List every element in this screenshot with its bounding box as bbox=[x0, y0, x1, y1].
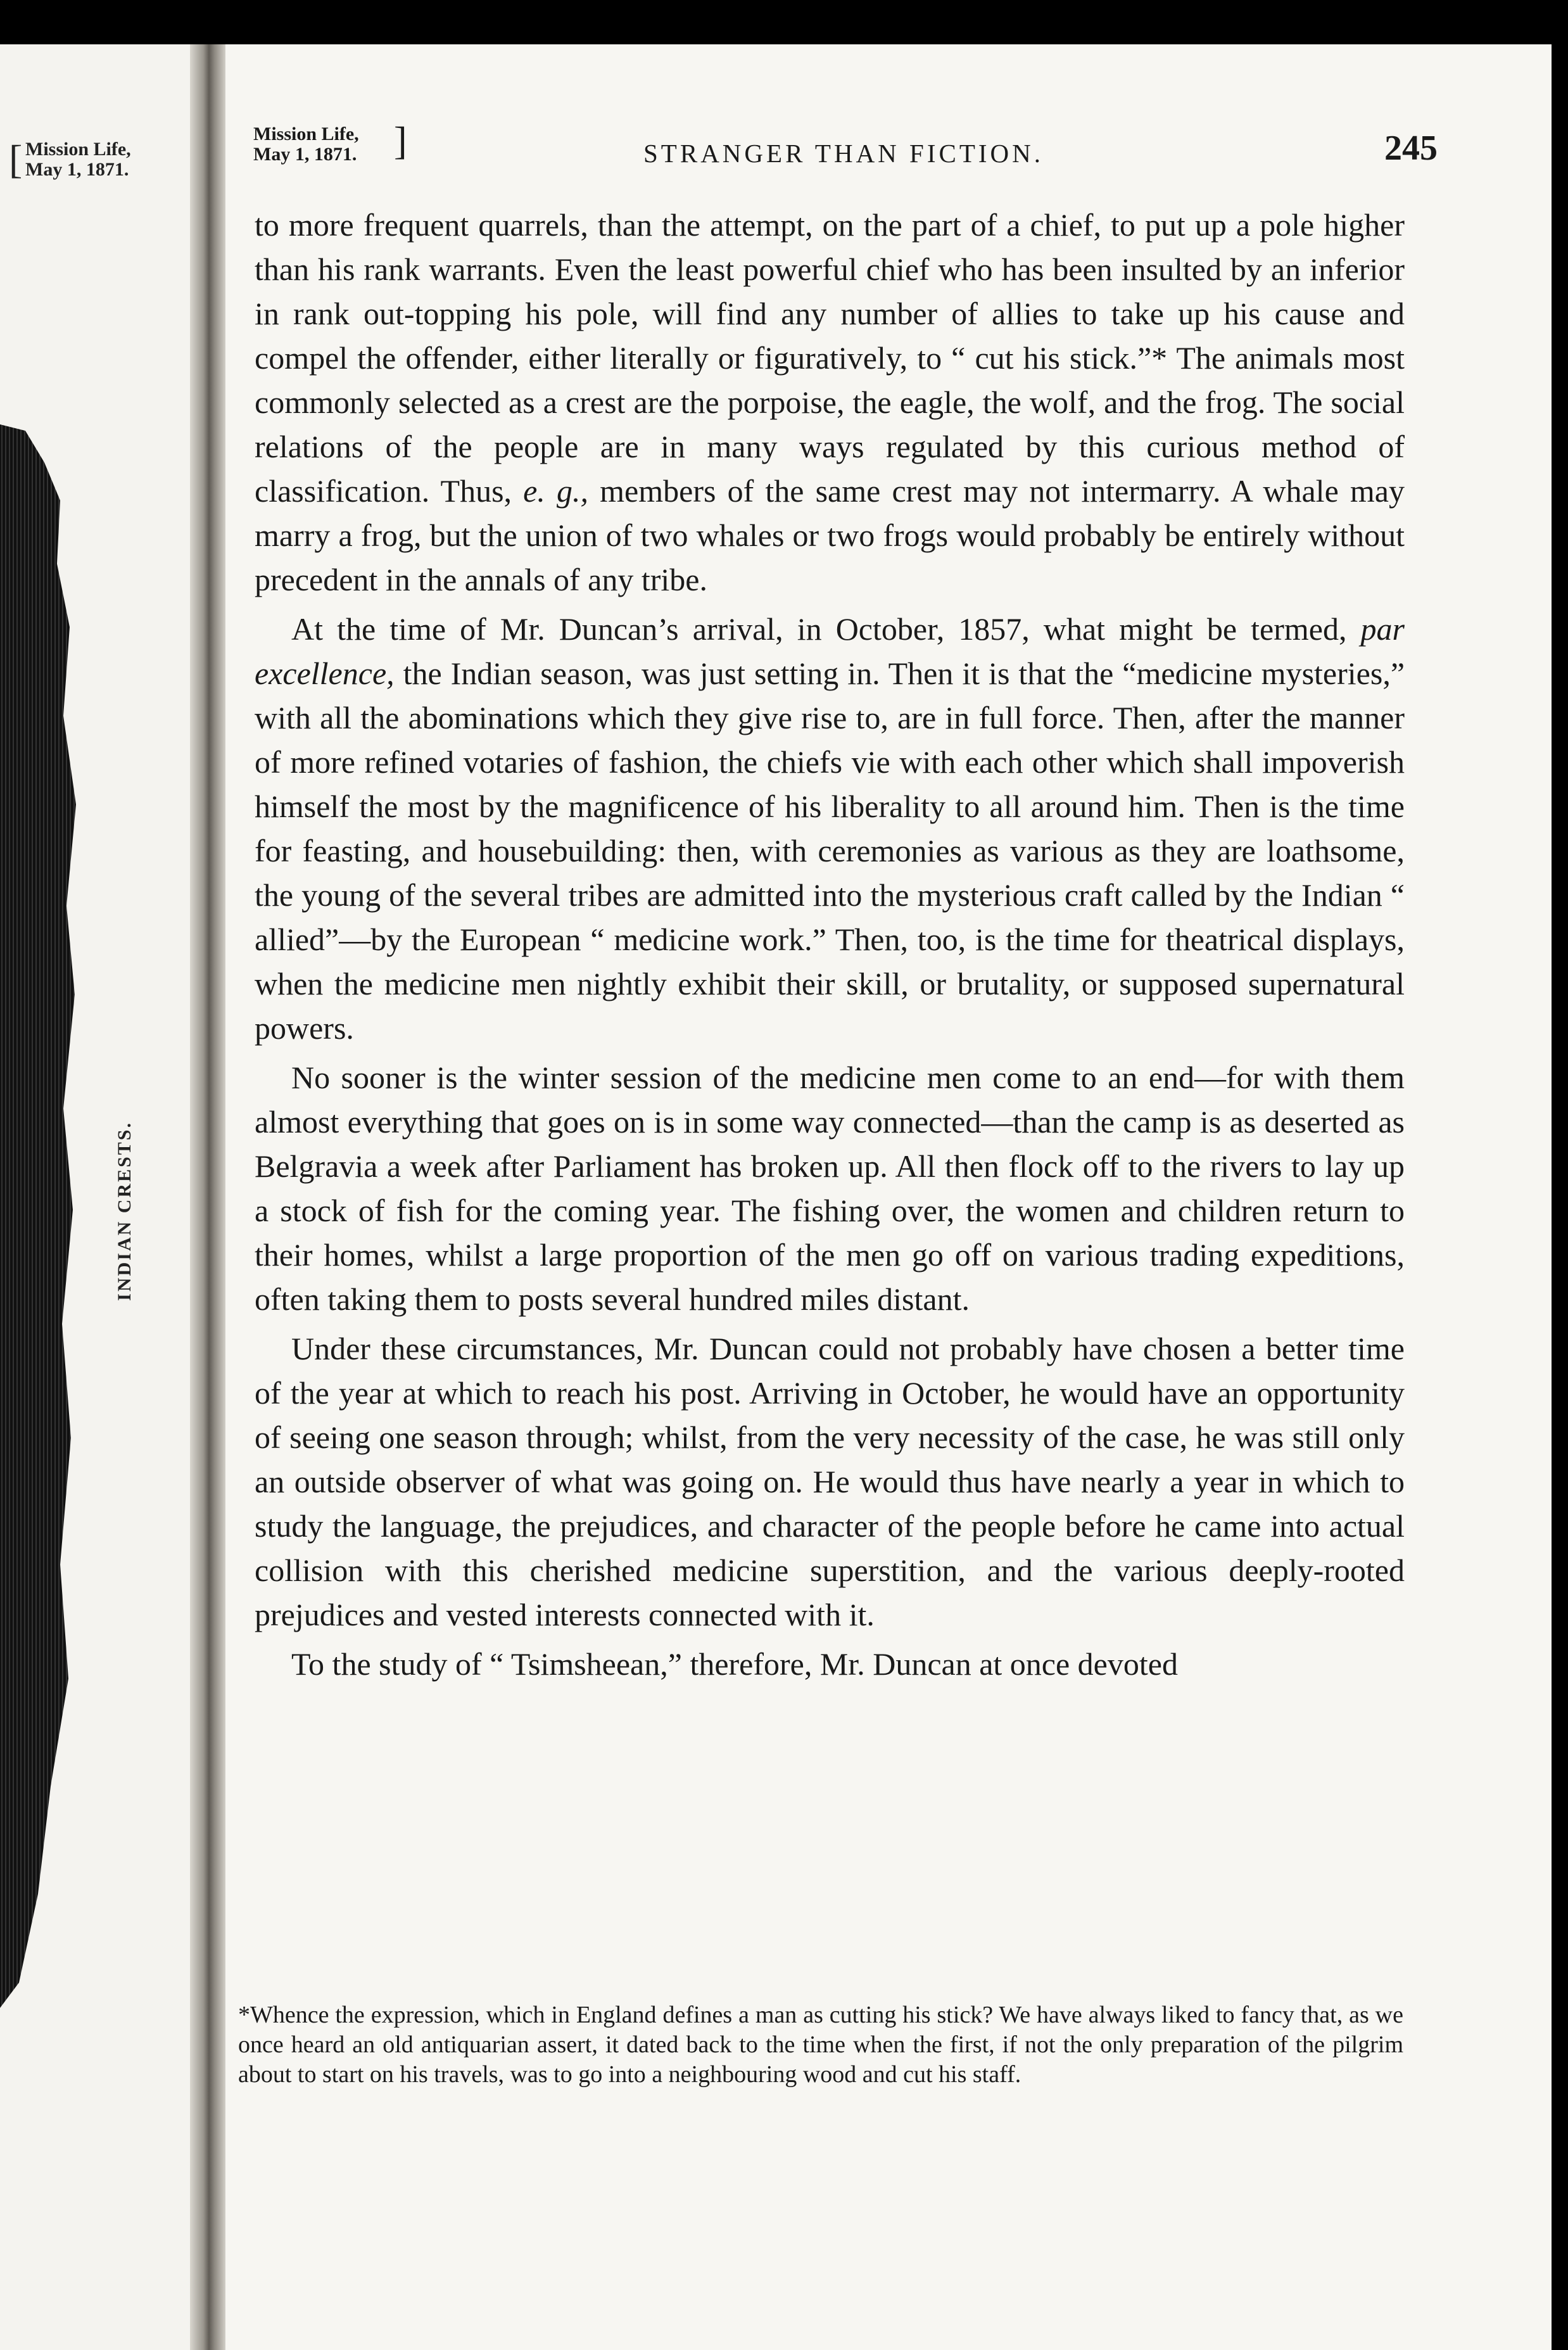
previous-page-fragment bbox=[0, 44, 200, 2350]
running-title: STRANGER THAN FICTION. bbox=[643, 139, 1044, 168]
paragraph-2-italic: par excellence, bbox=[255, 611, 1405, 691]
paragraph-5: To the study of “ Tsimsheean,” therefore, Mr. Duncan at once devoted bbox=[291, 1646, 1178, 1682]
footnote: *Whence the expression, which in England defines a man as cutting his stick? We have always liked to fancy that, as we once heard an old antiquarian assert, it dated back to the time when the first, if not the only preparation of the pilgrim about to start on his travels, was to go into a neighbouring wood and cut his staff. bbox=[238, 2002, 1403, 2088]
left-running-head-line1: Mission Life, bbox=[25, 139, 131, 160]
left-running-head bbox=[9, 139, 186, 180]
engraving-illustration bbox=[0, 424, 82, 2008]
side-label: INDIAN CRESTS. bbox=[114, 1121, 135, 1301]
book-gutter bbox=[190, 44, 228, 2350]
paragraph-2-end: the Indian season, was just setting in. Then it is that the “medicine mysteries,” with all the abominations which they give rise to, are in full force. Then, after the manner of more refined votaries of fashion, the chiefs vie with each other which shall impoverish himself the most by the magnificence of his liberality to all around him. Then is the time for feasting, and housebuilding: then, with ceremonies as various as they are loathsome, the young of the several tribes are admitted into the mysterious craft called by the Indian “ allied”—by the European “ medicine work.” Then, too, is the time for theatrical displays, when the medicine men nightly exhibit their skill, or brutality, or supposed supernatural powers. bbox=[255, 656, 1405, 1046]
bracket-glyph: ] bbox=[394, 120, 407, 163]
paragraph-3: No sooner is the winter session of the medicine men come to an end—for with them almost everything that goes on is in some way connected—than the camp is as deserted as Belgravia a week after Parliament has broken up. All then flock off to the rivers to lay up a stock of fish for the coming year. The fishing over, the women and children return to their homes, whilst a large proportion of the men go off on various trading expeditions, often taking them to posts several hundred miles distant. bbox=[255, 1060, 1405, 1317]
running-head-line1: Mission Life, bbox=[253, 124, 359, 144]
paragraph-1-end: members of the same crest may not intermarry. A whale may marry a frog, but the union of two whales or two frogs would probably be entirely without precedent in the annals of any tribe. bbox=[255, 473, 1405, 597]
page bbox=[225, 44, 1552, 2350]
bracket-glyph: [ bbox=[9, 137, 23, 182]
page-number: 245 bbox=[1384, 129, 1438, 168]
left-running-head-line2: May 1, 1871. bbox=[25, 159, 129, 180]
scan-border-top bbox=[0, 0, 1568, 47]
paragraph-2 bbox=[255, 607, 1405, 1050]
running-head-left bbox=[253, 120, 407, 165]
scan-border-right bbox=[1552, 0, 1568, 2350]
paragraph-4: Under these circumstances, Mr. Duncan could not probably have chosen a better time of the year at which to reach his post. Arriving in October, he would have an opportunity of seeing one season through; whilst, from the very necessity of the case, he was still only an outside observer of what was going on. He would thus have nearly a year in which to study the language, the prejudices, and character of the people before he came into actual collision with this cherished medicine superstition, and the various deeply-rooted prejudices and vested interests connected with it. bbox=[255, 1331, 1405, 1632]
paragraph-1-eg: e. g., bbox=[523, 473, 589, 509]
body-text bbox=[255, 203, 1405, 1686]
paragraph-1-text: to more frequent quarrels, than the attempt, on the part of a chief, to put up a pole higher than his rank warrants. Even the least powerful chief who has been insulted by an inferior in rank out-topping his pole, will find any number of allies to take up his cause and compel the offender, either literally or figuratively, to “ cut his stick.”* The animals most commonly selected as a crest are the porpoise, the eagle, the wolf, and the frog. The social relations of the people are in many ways regulated by this curious method of classification. Thus, bbox=[255, 207, 1405, 509]
paragraph-1 bbox=[255, 203, 1405, 602]
paragraph-2-start: At the time of Mr. Duncan’s arrival, in October, 1857, what might be termed, bbox=[291, 611, 1347, 647]
running-head-line2: May 1, 1871. bbox=[253, 144, 357, 165]
